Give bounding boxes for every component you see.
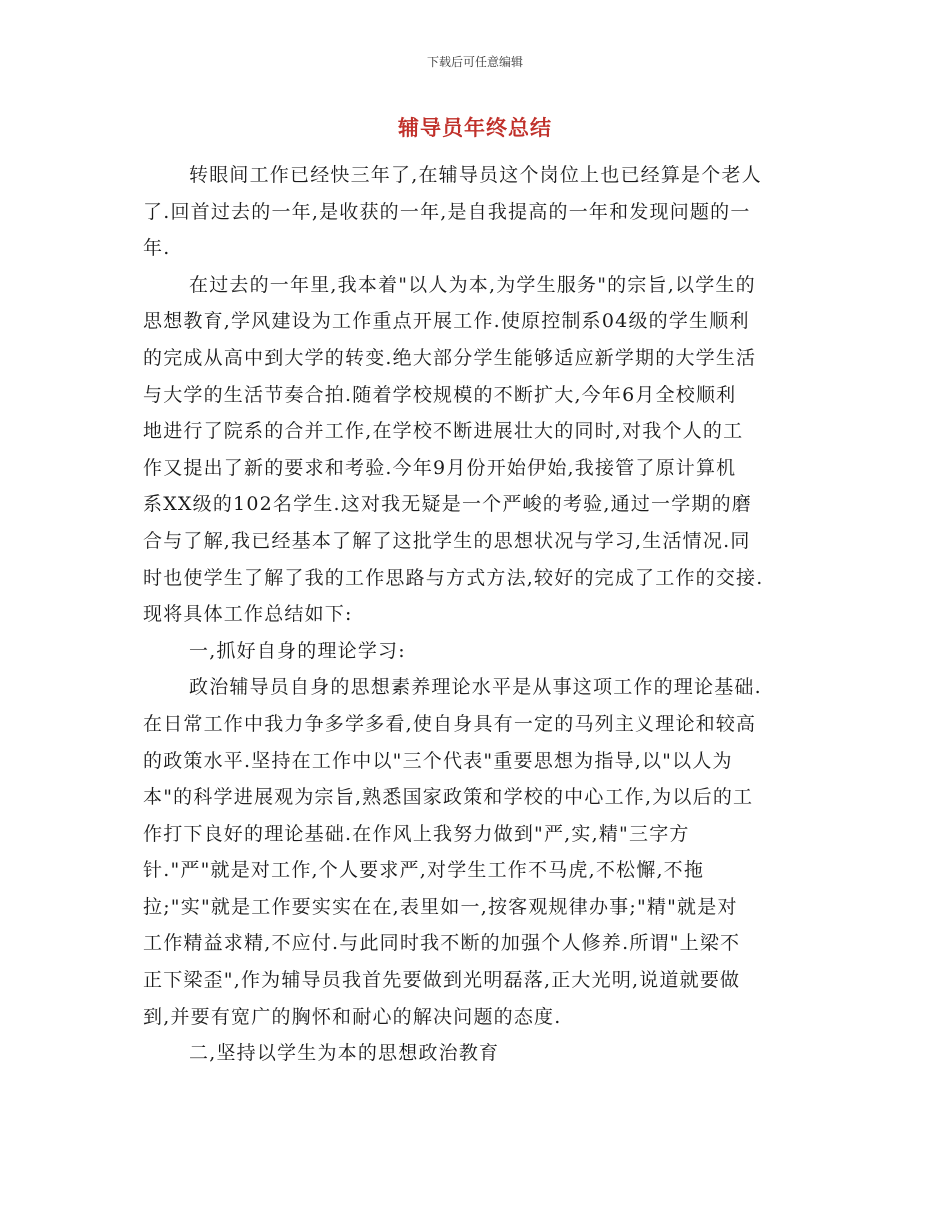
text-line: 到,并要有宽广的胸怀和耐心的解决问题的态度. xyxy=(143,1005,562,1028)
text-line: 作又提出了新的要求和考验.今年9月份开始伊始,我接管了原计算机 xyxy=(143,456,737,479)
text-line: 针."严"就是对工作,个人要求严,对学生工作不马虎,不松懈,不拖 xyxy=(143,859,705,882)
text-line: 了.回首过去的一年,是收获的一年,是自我提高的一年和发现问题的一 xyxy=(143,200,751,223)
text-line: 在日常工作中我力争多学多看,使自身具有一定的马列主义理论和较高 xyxy=(143,712,757,735)
text-line: 时也使学生了解了我的工作思路与方式方法,较好的完成了工作的交接. xyxy=(143,566,764,589)
text-line: 本"的科学进展观为宗旨,熟悉国家政策和学校的中心工作,为以后的工 xyxy=(143,786,754,809)
text-line: 政治辅导员自身的思想素养理论水平是从事这项工作的理论基础. xyxy=(189,676,762,699)
text-line: 与大学的生活节奏合拍.随着学校规模的不断扩大,今年6月全校顺利 xyxy=(143,383,737,406)
text-line: 二,坚持以学生为本的思想政治教育 xyxy=(189,1042,500,1065)
text-line: 地进行了院系的合并工作,在学校不断进展壮大的同时,对我个人的工 xyxy=(143,420,744,443)
document-body xyxy=(143,157,813,1072)
text-line: 系XX级的102名学生.这对我无疑是一个严峻的考验,通过一学期的磨 xyxy=(143,493,752,516)
text-line: 转眼间工作已经快三年了,在辅导员这个岗位上也已经算是个老人 xyxy=(189,164,762,186)
text-line: 的完成从高中到大学的转变.绝大部分学生能够适应新学期的大学生活 xyxy=(143,346,757,369)
text-line: 在过去的一年里,我本着"以人为本,为学生服务"的宗旨,以学生的 xyxy=(189,273,756,296)
text-line: 合与了解,我已经基本了解了这批学生的思想状况与学习,生活情况.同 xyxy=(143,529,751,552)
text-line: 一,抓好自身的理论学习: xyxy=(189,639,406,662)
text-line: 思想教育,学风建设为工作重点开展工作.使原控制系04级的学生顺利 xyxy=(143,310,750,333)
header-note: 下载后可任意编辑 xyxy=(426,55,523,69)
text-line: 正下梁歪",作为辅导员我首先要做到光明磊落,正大光明,说道就要做 xyxy=(143,969,741,992)
text-line: 现将具体工作总结如下: xyxy=(143,603,353,626)
text-line: 年. xyxy=(143,237,171,260)
text-line: 拉;"实"就是工作要实实在在,表里如一,按客观规律办事;"精"就是对 xyxy=(143,895,738,918)
text-line: 的政策水平.坚持在工作中以"三个代表"重要思想为指导,以"以人为 xyxy=(143,749,733,772)
text-line: 作打下良好的理论基础.在作风上我努力做到"严,实,精"三字方 xyxy=(143,822,690,845)
document-title: 辅导员年终总结 xyxy=(398,116,552,140)
text-line: 工作精益求精,不应付.与此同时我不断的加强个人修养.所谓"上梁不 xyxy=(143,932,741,955)
